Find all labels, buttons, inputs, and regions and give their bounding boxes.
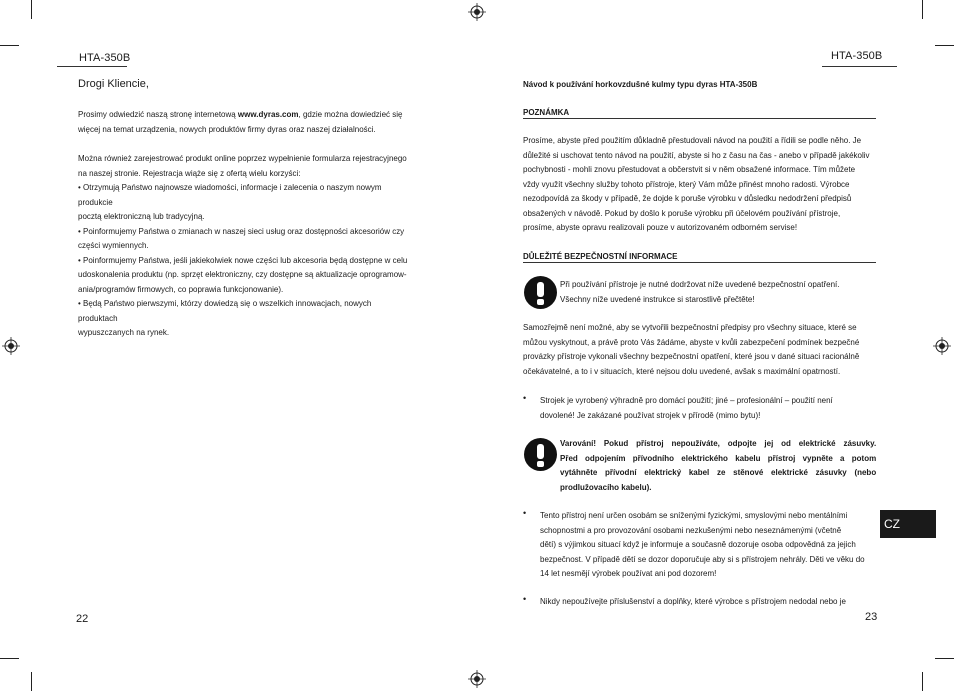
- crop-mark: [935, 45, 954, 46]
- intro-text: Prosimy odwiedzić naszą stronę internetową: [78, 109, 238, 119]
- intro-text: , gdzie można dowiedzieć się: [298, 109, 403, 119]
- language-tab-label: CZ: [884, 517, 900, 531]
- registration-mark-icon: [468, 670, 486, 688]
- registration-text: Można również zarejestrować produkt online poprzez wypełnienie formularza rejestracyjnego: [78, 153, 407, 163]
- bullet-marker: •: [523, 594, 527, 604]
- bullet-line: dovolené! Je zakázané používat strojek v přírodě (mimo bytu)!: [540, 409, 761, 420]
- benefit-item: udoskonalenia produktu (np. sprzęt elektroniczny, czy dostępne są aktualizacje oprogramow-: [78, 269, 407, 279]
- bullet-line: schopnostmi a pro provozování osobami nezkušenými nebo neseznámenými (včetně: [540, 524, 842, 535]
- general-safety-paragraph: [523, 320, 873, 378]
- bullet-marker: •: [523, 508, 527, 518]
- section-rule: [523, 118, 876, 119]
- bullet-item: [540, 508, 870, 581]
- bullet-line: Tento přístroj není určen osobám se sníženými fyzickými, smyslovými nebo mentálními: [540, 510, 848, 520]
- bullet-item: [540, 594, 870, 609]
- benefit-item: wypuszczanych na rynek.: [78, 327, 170, 337]
- registration-text: na naszej stronie. Rejestracja wiąże się z ofertą wielu korzyści:: [78, 167, 301, 178]
- page-number: 22: [76, 613, 89, 625]
- crop-mark: [922, 672, 923, 691]
- benefit-item: pocztą elektroniczną lub tradycyjną.: [78, 211, 205, 221]
- benefit-item: ania/programów firmowych, co poprawia funkcjonowanie).: [78, 283, 284, 294]
- note-line: pochybnosti - mohli znovu přestudovat a občerstvit si v něm obsažené informace. Tím můžete: [523, 164, 856, 174]
- bullet-line: 14 let nesmějí výrobek používat ani pod dozorem!: [540, 568, 717, 578]
- intro-paragraph: [78, 107, 408, 136]
- note-heading: POZNÁMKA: [523, 107, 570, 117]
- registration-mark-icon: [933, 337, 951, 355]
- benefit-item: • Otrzymują Państwo najnowsze wiadomości, informacje i zalecenia o naszym nowym produkcie: [78, 182, 382, 207]
- header-rule: [57, 66, 127, 67]
- safety-heading: DŮLEŽITÉ BEZPEČNOSTNÍ INFORMACE: [523, 251, 678, 261]
- registration-paragraph: [78, 151, 408, 340]
- warning-line: vytáhněte přívodní elektrický kabel ze stěnové elektrické zásuvky (nebo: [560, 467, 877, 477]
- registration-mark-icon: [2, 337, 20, 355]
- note-line: nezodpovídá za škody v případě, že dojde k poruše výrobku v důsledku nedodržení předpisů: [523, 193, 852, 203]
- crop-mark: [0, 658, 19, 659]
- bullet-line: dětí) s výjimkou situací když je informuje a současně dozoruje osoba odpovědná za jejich: [540, 539, 856, 549]
- note-line: důležité si uschovat tento návod na použití, abyste si ho z času na čas - anebo v případě jakékoliv: [523, 149, 870, 160]
- benefit-item: • Będą Państwo pierwszymi, którzy dowiedzą się o wszelkich innowacjach, nowych produktach: [78, 298, 372, 323]
- crop-mark: [922, 0, 923, 19]
- crop-mark: [0, 45, 19, 46]
- bullet-marker: •: [523, 393, 527, 403]
- header-rule: [822, 66, 897, 67]
- language-tab: [880, 510, 936, 538]
- safety-line: očekávatelné, a to i v situacích, které nejsou dolu uvedené, avšak s maximální opatrností.: [523, 365, 841, 376]
- warning-line: Varování! Pokud přístroj nepoužíváte, odpojte jej od elektrické zásuvky.: [560, 438, 877, 448]
- safety-line: Samozřejmě není možné, aby se vytvořili bezpečnostní předpisy pro všechny situace, které se: [523, 322, 857, 332]
- note-line: obsažených v návodě. Pokud by došlo k poruše výrobku při účelovém používání přístroje,: [523, 207, 841, 218]
- bullet-line: bezpečnost. V případě dětí se dozor doporučuje aby si s přístrojem nehrály. Děti ve věku do: [540, 553, 865, 564]
- crop-mark: [31, 672, 32, 691]
- page-number: 23: [865, 611, 878, 623]
- model-label: HTA-350B: [831, 50, 883, 62]
- note-paragraph: [523, 133, 873, 235]
- warning-line: Před odpojením přívodního elektrického kabelu přístroj vypněte a potom: [560, 452, 877, 463]
- bullet-line: Nikdy nepoužívejte příslušenství a doplňky, které výrobce s přístrojem nedodal nebo je: [540, 596, 846, 606]
- bullet-item: [540, 393, 870, 422]
- crop-mark: [935, 658, 954, 659]
- warning-icon: [524, 438, 557, 471]
- warning-line: prodlužovacího kabelu).: [560, 481, 652, 492]
- safety-line: provázky přístroje vykonali všechny bezpečnostní opatření, které jsou v dané situaci racionálně: [523, 351, 860, 361]
- safety-line: můžou vyskytnout, a právě proto Vás žádáme, abyste v kvůli zabezpečení podmínek bezpečné: [523, 336, 860, 347]
- document-title: Návod k používání horkovzdušné kulmy typu dyras HTA-350B: [523, 79, 758, 89]
- warning-line: Při používání přístroje je nutné dodržovat níže uvedené bezpečnostní opatření.: [560, 279, 840, 289]
- registration-mark-icon: [468, 3, 486, 21]
- website-link[interactable]: www.dyras.com: [237, 109, 299, 119]
- note-line: prosíme, abyste opravu realizovali pouze v autorizovaném odborném servise!: [523, 222, 798, 232]
- section-rule: [523, 262, 876, 263]
- intro-text: więcej na temat urządzenia, nowych produktów firmy dyras oraz naszej działalności.: [78, 123, 376, 134]
- bullet-line: Strojek je vyrobený výhradně pro domácí použití; jiné – profesionální – použití není: [540, 395, 833, 405]
- greeting: Drogi Kliencie,: [78, 78, 149, 90]
- benefit-item: • Poinformujemy Państwa o zmianach w naszej sieci usług oraz dostępności akcesoriów czy: [78, 225, 405, 236]
- benefit-item: • Poinformujemy Państwa, jeśli jakiekolwiek nowe części lub akcesoria będą dostępne w celu: [78, 254, 408, 265]
- note-line: vždy využít všechny služby tohoto přístroje, který Vám může přinést mnoho radosti. Výrobce: [523, 178, 850, 189]
- unplug-warning: [560, 436, 876, 494]
- warning-icon: [524, 276, 557, 309]
- warning-line: Všechny níže uvedené instrukce si starostlivě přečtěte!: [560, 293, 755, 304]
- model-label: HTA-350B: [79, 52, 131, 64]
- benefit-item: części wymiennych.: [78, 240, 149, 250]
- crop-mark: [31, 0, 32, 19]
- note-line: Prosíme, abyste před použitím důkladně přestudovali návod na použití a řídili se podle něho. Je: [523, 135, 862, 145]
- warning-text: [560, 277, 876, 306]
